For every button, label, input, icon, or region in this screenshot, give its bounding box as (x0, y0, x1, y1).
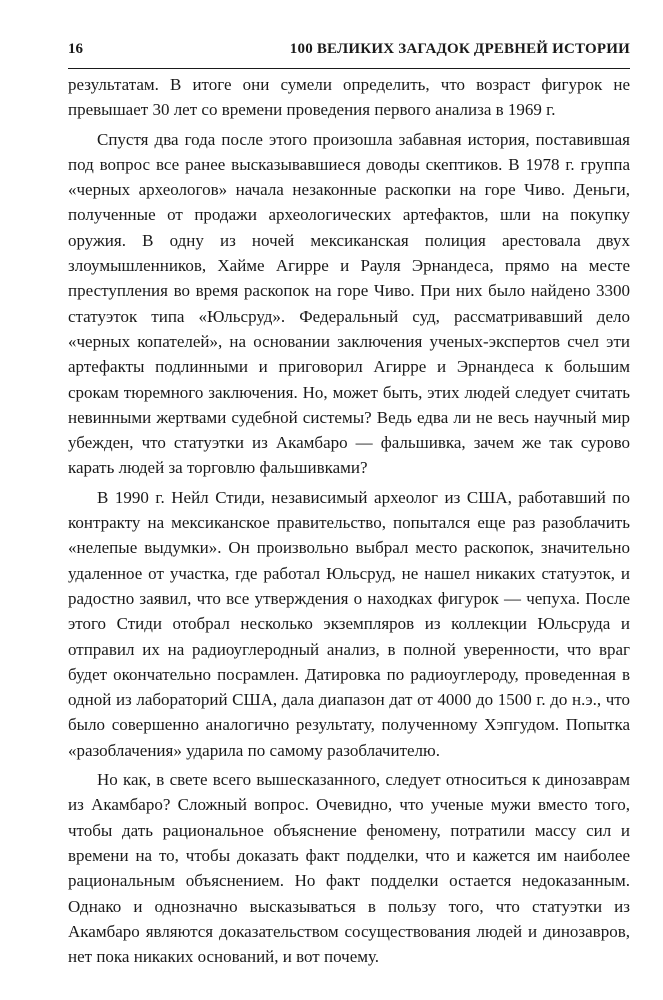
paragraph: В 1990 г. Нейл Стиди, независимый археолог из США, работавший по контракту на мексиканское правительство, попытался еще раз разоблачить «нелепые выдумки». Он произвольно выбрал место раскопок, значительно удаленное от участка, где работал Юльсруд, не нашел никаких статуэток, и радостно заявил, что все утверждения о находках фигурок — чепуха. После этого Стиди отобрал несколько экземпляров из коллекции Юльсруда и отправил их на радиоуглеродный анализ, в полной уверенности, что враг будет окончательно посрамлен. Датировка по радиоуглероду, проведенная в одной из лабораторий США, дала диапазон дат от 4000 до 1500 г. до н.э., что было совершенно аналогично результату, полученному Хэпгудом. Попытка «разоблачения» ударила по самому разоблачителю. (68, 487, 630, 760)
paragraph: Но как, в свете всего вышесказанного, следует относиться к динозаврам из Акамбаро? Сложный вопрос. Очевидно, что ученые мужи вместо того, чтобы дать рациональное объяснение феномену, потратили массу сил и времени на то, чтобы доказать факт подделки, что и кажется им наиболее рациональным объяснением. Но факт подделки остается недоказанным. Однако и однозначно высказываться в пользу того, что статуэтки из Акамбаро являются доказательством сосуществования людей и динозавров, нет пока никаких оснований, и вот почему. (68, 770, 630, 967)
paragraph-continued: результатам. В итоге они сумели определить, что возраст фигурок не превышает 30 лет со времени проведения первого анализа в 1969 г. (68, 75, 630, 120)
page-number: 16 (68, 41, 83, 57)
running-title: 100 ВЕЛИКИХ ЗАГАДОК ДРЕВНЕЙ ИСТОРИИ (289, 41, 630, 57)
running-header (68, 38, 630, 69)
paragraph: Спустя два года после этого произошла забавная история, поставившая под вопрос все ранее высказывавшиеся доводы скептиков. В 1978 г. группа «черных археологов» начала незаконные раскопки на горе Чиво. Деньги, полученные от продажи археологических артефактов, шли на покупку оружия. В одну из ночей мексиканская полиция арестовала двух злоумышленников, Хайме Агирре и Рауля Эрнандеса, прямо на месте преступления во время раскопок на горе Чиво. При них было найдено 3300 статуэток типа «Юльсруд». Федеральный суд, рассматривавший дело «черных копателей», на основании заключения ученых-экспертов счел эти артефакты подлинными и приговорил Агирре и Эрнандеса к большим срокам тюремного заключения. Но, может быть, этих людей следует считать невинными жертвами судебной системы? Ведь едва ли не весь научный мир убежден, что статуэтки из Акамбаро — фальшивка, зачем же так сурово карать людей за торговлю фальшивками? (68, 129, 630, 478)
body-text (68, 72, 630, 969)
